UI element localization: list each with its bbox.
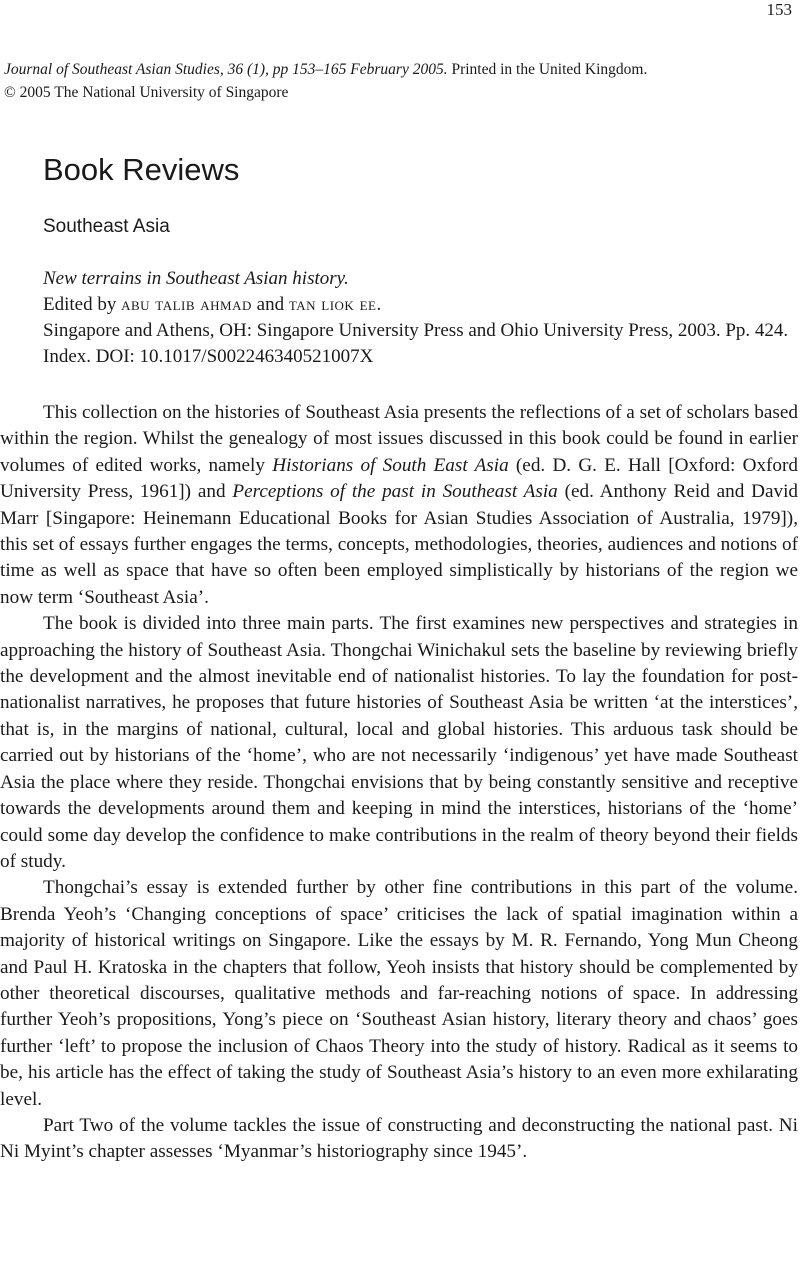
paragraph-text: (ed. D. G. E. Hall [Oxford: Oxford University Press, 1961]) and [0, 454, 799, 503]
and-label: and [256, 294, 285, 315]
paragraph: The book is divided into three main parts. The first examines new perspectives and strategies in approaching the history of Southeast Asia. Thongchai Winichakul sets the baseline by reviewing briefly the development and the almost inevitable end of nationalist histories. To lay the foundation for post-nationalist narratives, he proposes that future histories of Southeast Asia be written ‘at the interstices’, that is, in the margins of national, cultural, local and global histories. This arduous task should be carried out by historians of the ‘home’, who are not necessarily ‘indigenous’ yet have made Southeast Asia the place where they reside. Thongchai envisions that by being constantly sensitive and receptive towards the developments around them and keeping in mind the interstices, historians of the ‘home’ could some day develop the confidence to make contributions in the realm of theory beyond their fields of study. [0, 613, 798, 872]
cited-title: Historians of South East Asia [272, 454, 509, 476]
paragraph [0, 400, 798, 611]
review-body [0, 400, 798, 1166]
editors-line [43, 292, 800, 318]
section-title: Book Reviews [43, 152, 240, 187]
publication-info: Singapore and Athens, OH: Singapore University Press and Ohio University Press, 2003. Pp. 424. Index. DOI: 10.1017/S002246340521007X [43, 320, 789, 367]
journal-citation-line [4, 58, 647, 81]
paragraph: Part Two of the volume tackles the issue of constructing and deconstructing the national past. Ni Ni Myint’s chapter assesses ‘Myanmar’s historiography since 1945’. [0, 1114, 798, 1163]
book-title: New terrains in Southeast Asian history. [43, 268, 349, 289]
journal-citation: Journal of Southeast Asian Studies, 36 (1), pp 153–165 February 2005. [4, 61, 448, 78]
paragraph: Thongchai’s essay is extended further by other fine contributions in this part of the volume. Brenda Yeoh’s ‘Changing conceptions of space’ criticises the lack of spatial imagination within a majority of historical writings on Singapore. Like the essays by M. R. Fernando, Yong Mun Cheong and Paul H. Kratoska in the chapters that follow, Yeoh insists that history should be complemented by other theoretical discourses, qualitative methods and far-reaching notions of space. In addressing further Yeoh’s propositions, Yong’s piece on ‘Southeast Asian history, literary theory and chaos’ goes further ‘left’ to propose the inclusion of Chaos Theory into the study of history. Radical as it seems to be, his article has the effect of taking the study of Southeast Asia’s history to an even more exhilarating level. [0, 877, 798, 1110]
journal-header [4, 58, 647, 104]
cited-title: Perceptions of the past in Southeast Asia [232, 481, 558, 503]
paragraph-text: (ed. Anthony Reid and David Marr [Singapore: Heinemann Educational Books for Asian Studies Association of Australia, 1979]), this set of essays further engages the terms, concepts, methodologies, theories, audiences and notions of time as well as space that have so often been employed simplistically by historians of the region we now term ‘Southeast Asia’. [0, 481, 798, 608]
edited-by-label: Edited by [43, 294, 117, 315]
review-bibliography [43, 266, 800, 370]
paragraph-text: This collection on the histories of Southeast Asia presents the reflections of a set of scholars based within the region. Whilst the genealogy of most issues discussed in this book could be found in earlier volumes of edited works, namely [0, 402, 798, 476]
journal-printed: Printed in the United Kingdom. [451, 61, 648, 78]
page-number: 153 [766, 0, 792, 19]
region-heading: Southeast Asia [43, 216, 170, 237]
editor-name: tan liok ee. [288, 294, 382, 315]
journal-copyright: © 2005 The National University of Singapore [4, 84, 289, 101]
editor-name: abu talib ahmad [121, 294, 252, 315]
